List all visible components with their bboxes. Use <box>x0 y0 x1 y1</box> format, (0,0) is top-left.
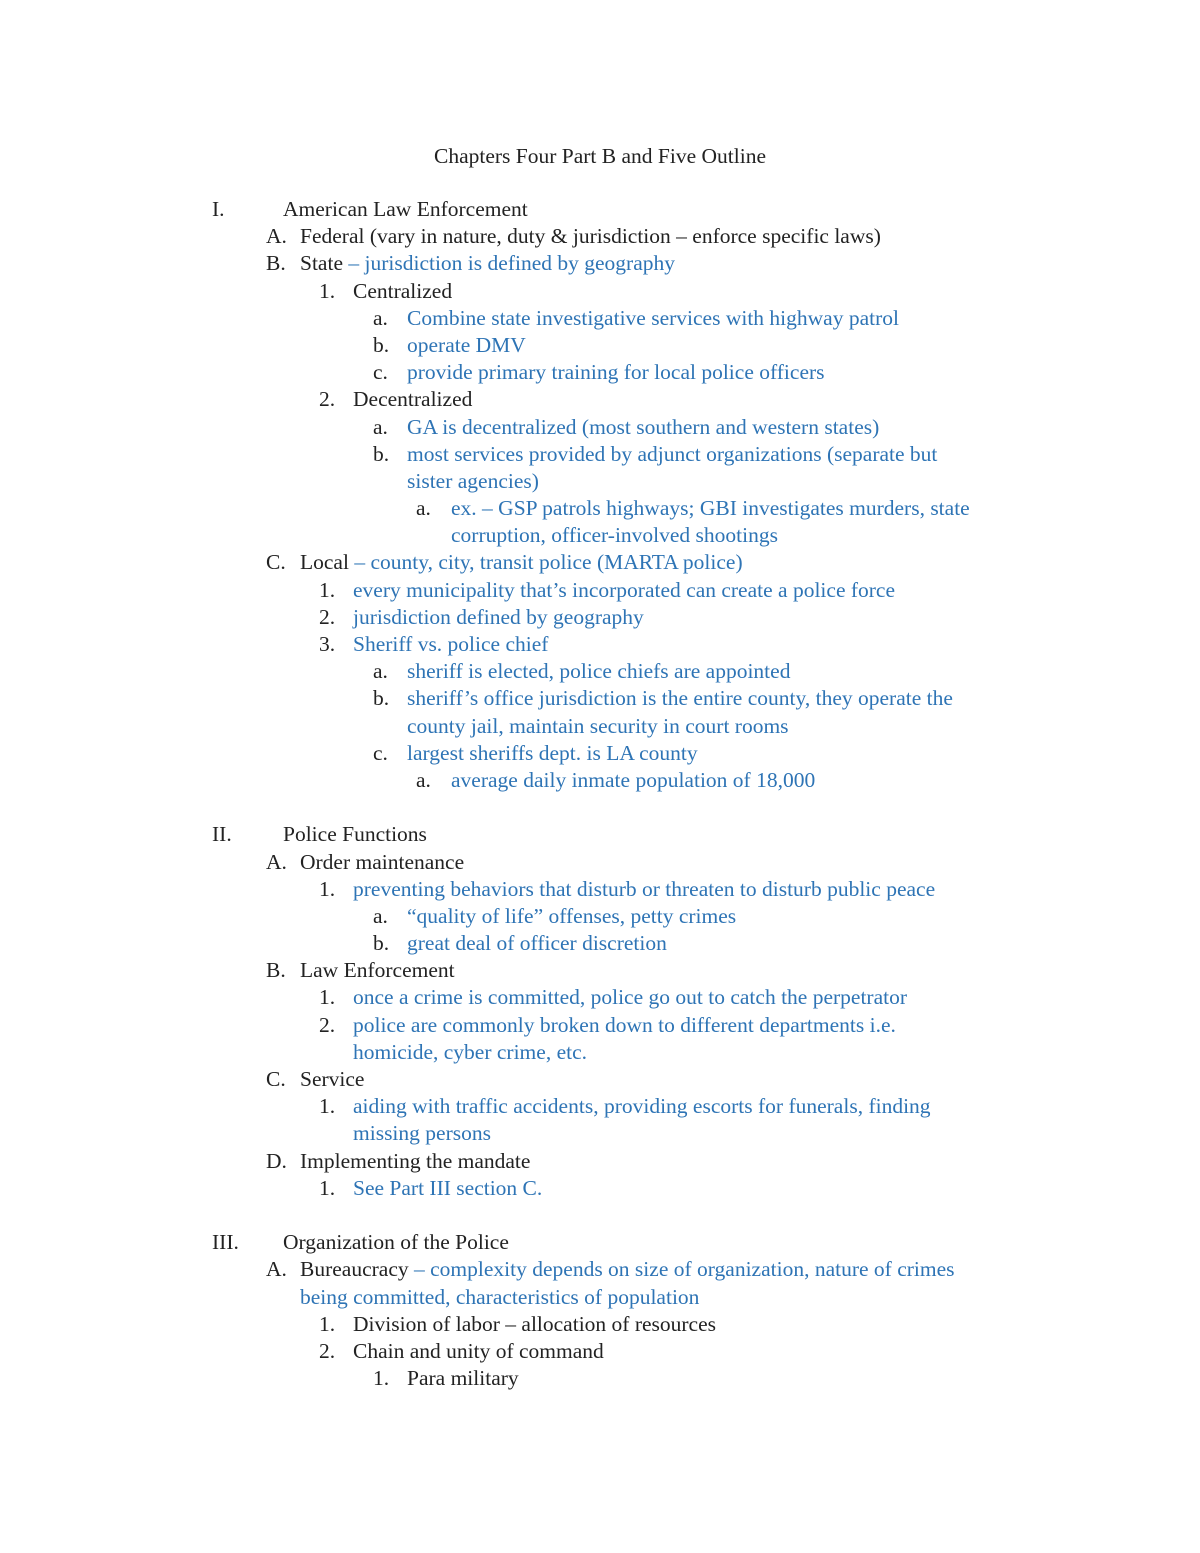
outline-item-level2 <box>0 1311 1200 1338</box>
outline-item-level3 <box>0 713 1200 740</box>
item-head: Order maintenance <box>300 849 465 874</box>
outline-item-level3 <box>0 903 1200 930</box>
outline-item-level3 <box>0 930 1200 957</box>
document-title: Chapters Four Part B and Five Outline <box>433 144 767 168</box>
item-text-line: largest sheriffs dept. is LA county <box>407 740 698 765</box>
item-text <box>407 685 953 712</box>
section-title: American Law Enforcement <box>283 197 528 221</box>
outline-item-level3 <box>0 359 1200 386</box>
outline <box>0 196 1200 1392</box>
item-text <box>300 250 675 277</box>
outline-item-level4 <box>0 495 1200 522</box>
outline-item-level1 <box>0 1148 1200 1175</box>
item-text <box>407 930 667 957</box>
item-text-line: operate DMV <box>407 332 526 357</box>
outline-item-level2 <box>0 1093 1200 1120</box>
item-label: a. <box>416 767 431 792</box>
item-label: b. <box>373 931 390 956</box>
item-label: b. <box>373 441 390 466</box>
item-label: c. <box>373 740 388 765</box>
item-note: being committed, characteristics of population <box>300 1284 700 1309</box>
item-text-line: Chain and unity of command <box>353 1338 604 1363</box>
item-label: D. <box>266 1148 287 1173</box>
outline-item-level2 <box>0 984 1200 1011</box>
outline-item-level3 <box>0 685 1200 712</box>
item-label: c. <box>373 360 388 385</box>
item-label: A. <box>266 224 287 249</box>
item-text-line: preventing behaviors that disturb or threaten to disturb public peace <box>353 876 936 901</box>
section-heading <box>0 821 1200 848</box>
outline-item-level1 <box>0 549 1200 576</box>
item-text <box>300 1066 364 1093</box>
item-text-line: homicide, cyber crime, etc. <box>353 1039 588 1064</box>
item-text <box>407 903 736 930</box>
item-text <box>353 1012 896 1039</box>
item-text <box>353 1311 716 1338</box>
item-note: – jurisdiction is defined by geography <box>343 251 675 276</box>
item-text-line: Division of labor – allocation of resources <box>353 1311 717 1336</box>
item-text <box>407 305 899 332</box>
item-text-line: aiding with traffic accidents, providing escorts for funerals, finding <box>353 1094 931 1119</box>
item-label: C. <box>266 550 286 575</box>
item-text <box>353 984 907 1011</box>
item-label: 2. <box>319 387 336 412</box>
item-text <box>407 468 539 495</box>
item-text <box>407 414 879 441</box>
item-text-line: “quality of life” offenses, petty crimes <box>407 903 737 928</box>
item-text <box>300 223 881 250</box>
item-text <box>407 658 790 685</box>
item-label: III. <box>212 1230 239 1255</box>
item-text-line: Sheriff vs. police chief <box>353 632 549 656</box>
item-text-line: Decentralized <box>353 387 473 412</box>
item-text <box>353 1039 587 1066</box>
item-text-line: Para military <box>407 1366 519 1391</box>
item-head: Implementing the mandate <box>300 1148 531 1173</box>
item-text <box>353 1338 604 1365</box>
item-text <box>407 713 789 740</box>
outline-item-level2 <box>0 1338 1200 1365</box>
outline-item-level1 <box>0 1066 1200 1093</box>
item-label: 2. <box>319 604 336 629</box>
item-text-line: every municipality that’s incorporated can create a police force <box>353 577 896 602</box>
outline-item-level1 <box>0 849 1200 876</box>
item-text-line: GA is decentralized (most southern and western states) <box>407 414 880 439</box>
section-heading <box>0 196 1200 223</box>
item-head: Federal (vary in nature, duty & jurisdiction – enforce specific laws) <box>300 224 881 249</box>
outline-item-level1 <box>0 957 1200 984</box>
item-label: 1. <box>319 876 336 901</box>
item-text <box>300 1256 955 1283</box>
item-text <box>353 631 548 658</box>
outline-item-level1 <box>0 223 1200 250</box>
item-text <box>353 1175 542 1202</box>
item-text <box>283 821 427 848</box>
item-head: Local <box>300 550 349 575</box>
item-text-line: average daily inmate population of 18,000 <box>451 767 816 792</box>
item-text-line: See Part III section C. <box>353 1175 543 1200</box>
item-label: 2. <box>319 1338 336 1363</box>
item-text-line: county jail, maintain security in court rooms <box>407 713 789 738</box>
item-label: b. <box>373 686 390 711</box>
item-label: 1. <box>319 278 336 303</box>
item-text <box>451 495 970 522</box>
item-text <box>300 549 743 576</box>
item-label: a. <box>373 659 388 684</box>
item-text <box>353 1120 491 1147</box>
item-label: 1. <box>319 1175 336 1200</box>
item-text-line: sheriff is elected, police chiefs are appointed <box>407 659 791 684</box>
item-text <box>407 332 526 359</box>
item-text-line: corruption, officer-involved shootings <box>451 523 778 548</box>
item-text-line: Centralized <box>353 278 453 303</box>
item-text <box>451 522 778 549</box>
item-text <box>353 278 452 305</box>
item-label: a. <box>373 414 388 439</box>
item-text <box>407 1365 519 1392</box>
item-label: 1. <box>373 1366 390 1391</box>
outline-item-level2 <box>0 278 1200 305</box>
outline-item-level3 <box>0 414 1200 441</box>
item-text-line: missing persons <box>353 1121 491 1146</box>
outline-item-level2 <box>0 876 1200 903</box>
item-text <box>283 196 528 223</box>
item-label: B. <box>266 251 286 276</box>
item-label: a. <box>373 903 388 928</box>
item-text-line: jurisdiction defined by geography <box>353 604 644 629</box>
item-head: Law Enforcement <box>300 958 455 983</box>
item-text <box>300 1148 530 1175</box>
item-label: A. <box>266 849 287 874</box>
item-text-line: sister agencies) <box>407 468 539 493</box>
item-text-line: provide primary training for local police officers <box>407 360 825 385</box>
item-head: Bureaucracy <box>300 1257 409 1282</box>
item-text-line: sheriff’s office jurisdiction is the entire county, they operate the <box>407 686 953 711</box>
item-text-line: once a crime is committed, police go out to catch the perpetrator <box>353 985 908 1010</box>
item-label: 1. <box>319 1094 336 1119</box>
section-title: Police Functions <box>283 822 427 847</box>
outline-item-level3 <box>0 305 1200 332</box>
item-text-line: police are commonly broken down to different departments i.e. <box>353 1012 896 1037</box>
section-title: Organization of the Police <box>283 1230 509 1255</box>
item-text-line: ex. – GSP patrols highways; GBI investigates murders, state <box>451 496 970 521</box>
item-label: 1. <box>319 1311 336 1336</box>
item-text <box>300 849 464 876</box>
item-text <box>353 1093 931 1120</box>
outline-item-level1 <box>0 1284 1200 1311</box>
item-text <box>283 1229 509 1256</box>
item-text <box>300 1284 699 1311</box>
outline-item-level2 <box>0 577 1200 604</box>
item-label: 3. <box>319 632 336 656</box>
outline-item-level2 <box>0 1012 1200 1039</box>
outline-item-level2 <box>0 1039 1200 1066</box>
item-label: C. <box>266 1067 286 1091</box>
outline-item-level1 <box>0 1256 1200 1283</box>
blank-line <box>0 794 1200 821</box>
outline-item-level3 <box>0 441 1200 468</box>
outline-item-level2 <box>0 1175 1200 1202</box>
item-label: 1. <box>319 577 336 602</box>
item-note: – county, city, transit police (MARTA police) <box>348 550 743 575</box>
item-text-line: most services provided by adjunct organizations (separate but <box>407 441 938 466</box>
item-label: b. <box>373 332 390 357</box>
outline-item-level3 <box>0 658 1200 685</box>
item-text <box>300 957 455 984</box>
outline-item-level3 <box>0 1365 1200 1392</box>
item-label: I. <box>212 197 225 221</box>
outline-item-level3 <box>0 740 1200 767</box>
item-text <box>353 577 895 604</box>
item-label: a. <box>416 496 431 521</box>
item-head: State <box>300 251 343 276</box>
item-text <box>407 359 825 386</box>
item-text <box>353 876 935 903</box>
outline-item-level2 <box>0 386 1200 413</box>
section-heading <box>0 1229 1200 1256</box>
item-label: B. <box>266 958 286 983</box>
item-label: 1. <box>319 985 336 1010</box>
outline-item-level2 <box>0 631 1200 658</box>
outline-item-level4 <box>0 522 1200 549</box>
item-text <box>451 767 815 794</box>
item-label: II. <box>212 822 232 847</box>
item-label: A. <box>266 1257 287 1282</box>
item-text <box>353 386 472 413</box>
item-note: – complexity depends on size of organization, nature of crimes <box>408 1257 955 1282</box>
outline-item-level2 <box>0 604 1200 631</box>
item-text <box>353 604 644 631</box>
item-label: a. <box>373 305 388 330</box>
item-text-line: great deal of officer discretion <box>407 931 667 956</box>
item-text <box>407 740 698 767</box>
item-text <box>407 441 937 468</box>
item-label: 2. <box>319 1012 336 1037</box>
outline-item-level1 <box>0 250 1200 277</box>
blank-line <box>0 1202 1200 1229</box>
outline-item-level3 <box>0 332 1200 359</box>
item-text-line: Combine state investigative services with highway patrol <box>407 305 900 330</box>
item-head: Service <box>300 1067 365 1091</box>
outline-item-level4 <box>0 767 1200 794</box>
outline-item-level2 <box>0 1120 1200 1147</box>
outline-item-level3 <box>0 468 1200 495</box>
